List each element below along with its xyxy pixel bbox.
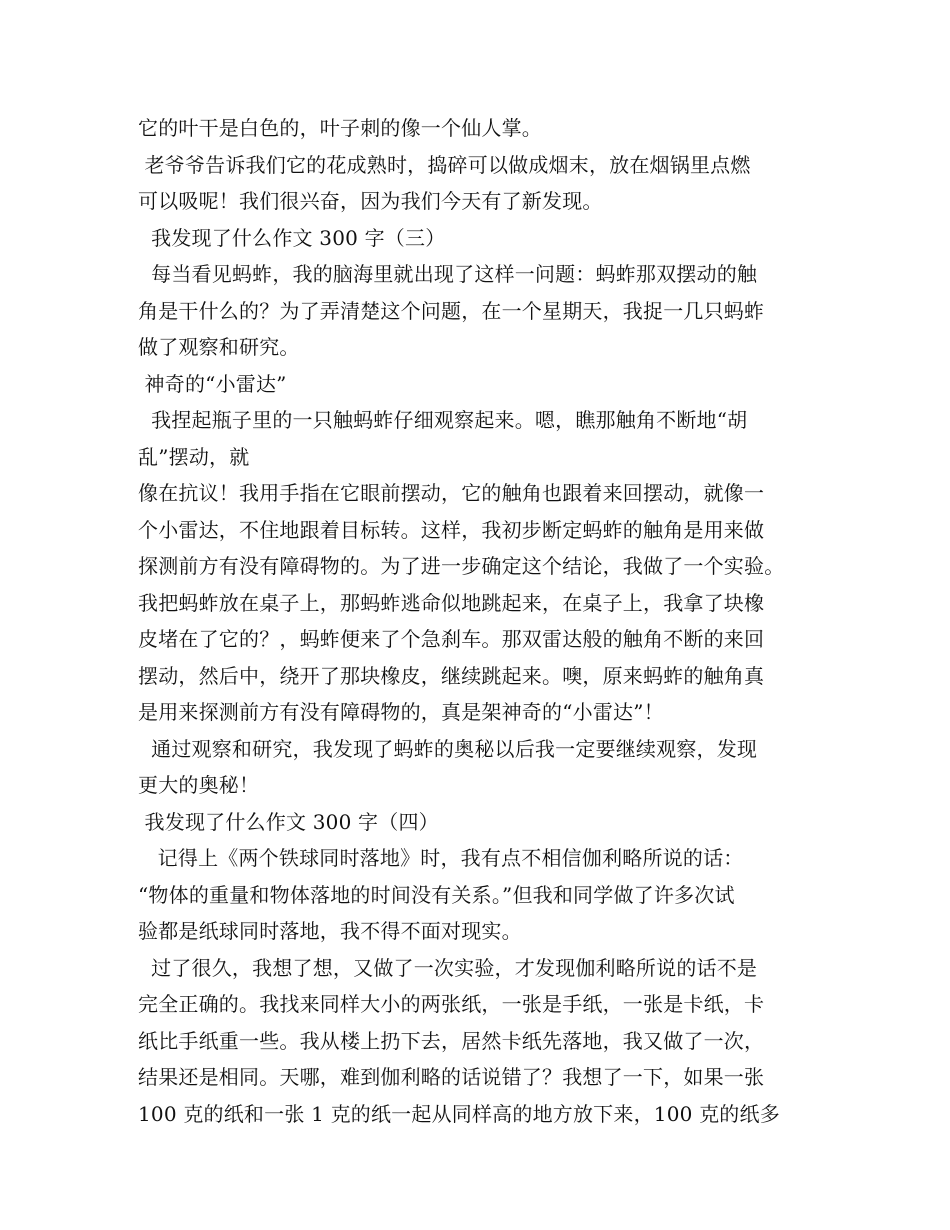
text-line: 我捏起瓶子里的一只触蚂蚱仔细观察起来。嗯，瞧那触角不断地“胡 (138, 408, 748, 432)
text-line: 老爷爷告诉我们它的花成熟时，捣碎可以做成烟末，放在烟锅里点燃 (138, 152, 751, 177)
text-line: 结果还是相同。天哪，难到伽利略的话说错了？我想了一下，如果一张 (138, 1065, 765, 1089)
text-line: 100 克的纸和一张 1 克的纸一起从同样高的地方放下来，100 克的纸多 (138, 1101, 780, 1126)
text-line: 是用来探测前方有没有障碍物的，真是架神奇的“小雷达”！ (138, 700, 664, 724)
text-line: 乱”摆动，就 (138, 444, 250, 469)
text-line: 探测前方有没有障碍物的。为了进一步确定这个结论，我做了一个实验。 (138, 554, 785, 578)
text-line: 做了观察和研究。 (138, 335, 300, 359)
text-line: 纸比手纸重一些。我从楼上扔下去，居然卡纸先落地，我又做了一次， (138, 1028, 765, 1053)
text-line: 我把蚂蚱放在桌子上，那蚂蚱逃命似地跳起来，在桌子上，我拿了块橡 (138, 590, 765, 615)
text-line: 每当看见蚂蚱，我的脑海里就出现了这样一问题：蚂蚱那双摆动的触 (138, 262, 758, 286)
text-line: 皮堵在了它的？，蚂蚱便来了个急刹车。那双雷达般的触角不断的来回 (138, 627, 765, 651)
text-line: 角是干什么的？为了弄清楚这个问题，在一个星期天，我捉一几只蚂蚱 (138, 298, 765, 323)
section-heading: 我发现了什么作文 300 字（三） (138, 225, 446, 250)
section-heading: 我发现了什么作文 300 字（四） (138, 809, 439, 834)
text-line: 可以吸呢！我们很兴奋，因为我们今天有了新发现。 (138, 189, 603, 213)
text-line: 通过观察和研究，我发现了蚂蚱的奥秘以后我一定要继续观察，发现 (138, 736, 758, 761)
text-line: 个小雷达，不住地跟着目标转。这样，我初步断定蚂蚱的触角是用来做 (138, 517, 765, 542)
text-line: “物体的重量和物体落地的时间没有关系。”但我和同学做了许多次试 (138, 882, 735, 907)
text-line: 更大的奥秘！ (138, 773, 260, 797)
text-line: 它的叶干是白色的，叶子刺的像一个仙人掌。 (138, 116, 542, 140)
text-line: 摆动，然后中，绕开了那块橡皮，继续跳起来。噢，原来蚂蚱的触角真 (138, 663, 765, 688)
text-line: 完全正确的。我找来同样大小的两张纸，一张是手纸，一张是卡纸，卡 (138, 992, 765, 1016)
text-line: 过了很久，我想了想，又做了一次实验，才发现伽利略所说的话不是 (138, 955, 758, 980)
essay-text (138, 110, 828, 1132)
text-line: 验都是纸球同时落地，我不得不面对现实。 (138, 919, 522, 943)
text-line: 记得上《两个铁球同时落地》时，我有点不相信伽利略所说的话： (138, 846, 744, 870)
subheading: 神奇的“小雷达” (138, 371, 287, 396)
text-line: 像在抗议！我用手指在它眼前摆动，它的触角也跟着来回摆动，就像一 (138, 481, 765, 505)
